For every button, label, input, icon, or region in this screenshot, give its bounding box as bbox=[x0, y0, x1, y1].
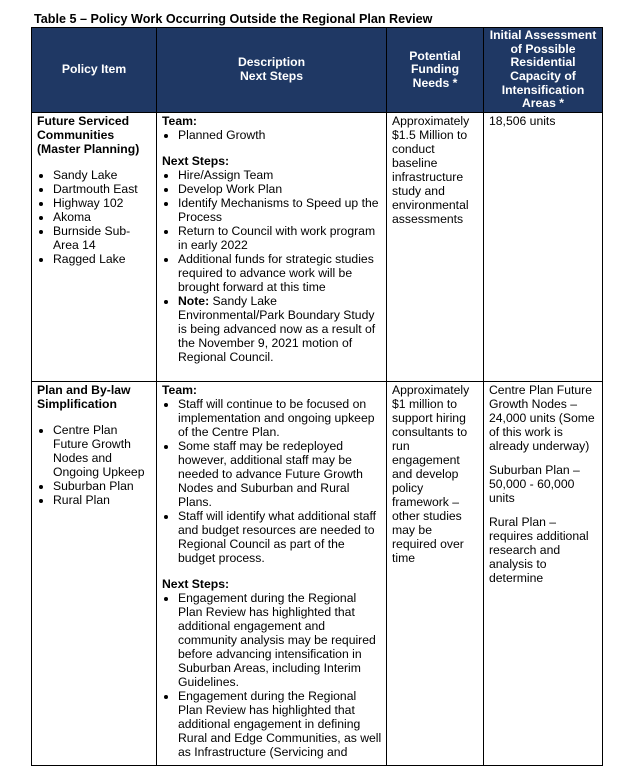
list-item: • Centre Plan Future Growth Nodes and Ongoing Upkeep bbox=[53, 423, 152, 479]
header-capacity: Initial Assessment of Possible Residential Capacity of Intensification Areas * bbox=[484, 28, 603, 113]
policy-title: Future Serviced Communities (Master Planning) bbox=[37, 114, 140, 156]
list-item: • Ragged Lake bbox=[53, 252, 152, 266]
description-cell bbox=[157, 382, 387, 766]
next-steps-list bbox=[162, 591, 382, 759]
list-item: • Identify Mechanisms to Speed up the Process bbox=[178, 196, 382, 224]
list-item: • Dartmouth East bbox=[53, 182, 152, 196]
list-item: • Engagement during the Regional Plan Review has highlighted that additional engagement and community analysis may be required before advancing intensification in Suburban Areas, including Interim Guidelines. bbox=[178, 591, 382, 689]
policy-item-cell bbox=[32, 113, 157, 382]
funding-cell: Approximately $1 million to support hiring consultants to run engagement and develop policy framework – other studies may be required over time bbox=[387, 382, 484, 766]
policy-item-cell bbox=[32, 382, 157, 766]
list-item: • Staff will identify what additional staff and budget resources are needed to Regional Council as part of the budget process. bbox=[178, 509, 382, 565]
team-list bbox=[162, 397, 382, 565]
next-steps-list bbox=[162, 168, 382, 364]
list-item: • Engagement during the Regional Plan Review has highlighted that additional engagement in defining Rural and Edge Communities, as well as Infrastructure (Servicing and bbox=[178, 689, 382, 759]
list-item: • Akoma bbox=[53, 210, 152, 224]
description-cell bbox=[157, 113, 387, 382]
team-label: Team: bbox=[162, 114, 197, 128]
team-list bbox=[162, 128, 382, 142]
header-funding: Potential Funding Needs * bbox=[387, 28, 484, 113]
list-item: • Additional funds for strategic studies required to advance work will be brought forward at this time bbox=[178, 252, 382, 294]
policy-title: Plan and By-law Simplification bbox=[37, 383, 131, 411]
list-item: • Planned Growth bbox=[178, 128, 382, 142]
team-label: Team: bbox=[162, 383, 197, 397]
header-description: Description Next Steps bbox=[157, 28, 387, 113]
table-row bbox=[32, 113, 603, 382]
next-steps-label: Next Steps: bbox=[162, 577, 230, 591]
note-item bbox=[178, 294, 382, 364]
header-row bbox=[32, 28, 603, 113]
list-item: • Hire/Assign Team bbox=[178, 168, 382, 182]
note-text: Sandy Lake Environmental/Park Boundary Study is being advanced now as a result of the November 9, 2021 motion of Regional Council. bbox=[178, 294, 376, 364]
table-row bbox=[32, 382, 603, 766]
funding-cell: Approximately $1.5 Million to conduct baseline infrastructure study and environmental assessments bbox=[387, 113, 484, 382]
list-item: • Return to Council with work program in early 2022 bbox=[178, 224, 382, 252]
list-item: • Sandy Lake bbox=[53, 168, 152, 182]
note-label: Note: bbox=[178, 294, 210, 308]
list-item: • Develop Work Plan bbox=[178, 182, 382, 196]
list-item: • Some staff may be redeployed however, additional staff may be needed to advance Future Growth Nodes and Suburban and Rural Plans. bbox=[178, 439, 382, 509]
table-caption: Table 5 – Policy Work Occurring Outside the Regional Plan Review bbox=[34, 12, 433, 26]
policy-work-table bbox=[31, 27, 603, 766]
list-item: • Rural Plan bbox=[53, 493, 152, 507]
policy-item-list bbox=[37, 423, 152, 507]
list-item: • Suburban Plan bbox=[53, 479, 152, 493]
next-steps-label: Next Steps: bbox=[162, 154, 230, 168]
policy-item-list bbox=[37, 168, 152, 266]
capacity-cell: 18,506 units bbox=[484, 113, 603, 382]
capacity-cell: Centre Plan Future Growth Nodes – 24,000 units (Some of this work is already underway) Suburban Plan – 50,000 - 60,000 units Rural Plan – requires additional research and analysis to determine bbox=[484, 382, 603, 766]
header-policy-item: Policy Item bbox=[32, 28, 157, 113]
list-item: • Highway 102 bbox=[53, 196, 152, 210]
list-item: • Staff will continue to be focused on implementation and ongoing upkeep of the Centre Plan. bbox=[178, 397, 382, 439]
list-item: • Burnside Sub-Area 14 bbox=[53, 224, 152, 252]
